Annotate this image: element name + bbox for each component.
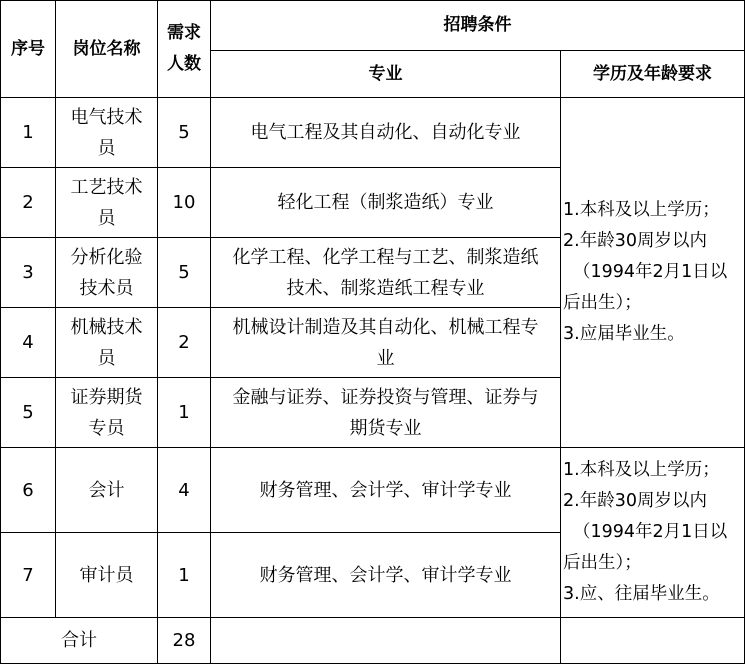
requirement-line: 3.应、往届毕业生。 bbox=[563, 584, 720, 604]
major-line: 技术、制浆造纸工程专业 bbox=[286, 277, 485, 299]
header-position: 岗位名称 bbox=[56, 1, 158, 98]
position-cell bbox=[56, 98, 158, 168]
seq-cell: 1 bbox=[1, 98, 56, 168]
count-cell: 10 bbox=[158, 168, 211, 238]
count-cell: 1 bbox=[158, 378, 211, 448]
position-line: 分析化验 bbox=[70, 246, 143, 268]
header-edu-age: 学历及年龄要求 bbox=[561, 51, 745, 98]
position-line: 会计 bbox=[88, 479, 125, 501]
requirement-line: 后出生）； bbox=[563, 553, 642, 573]
position-cell bbox=[56, 168, 158, 238]
major-cell bbox=[211, 238, 561, 308]
requirements-cell bbox=[561, 98, 745, 448]
major-line: 业 bbox=[376, 347, 395, 369]
major-line: 财务管理、会计学、审计学专业 bbox=[259, 564, 512, 586]
position-line: 审计员 bbox=[79, 564, 134, 586]
major-line: 金融与证券、证券投资与管理、证券与 bbox=[232, 386, 539, 408]
position-line: 员 bbox=[97, 347, 116, 369]
position-line: 工艺技术 bbox=[70, 176, 143, 198]
seq-cell: 5 bbox=[1, 378, 56, 448]
position-line: 员 bbox=[97, 207, 116, 229]
major-line: 化学工程、化学工程与工艺、制浆造纸 bbox=[232, 246, 539, 268]
header-count bbox=[158, 1, 211, 98]
seq-cell: 4 bbox=[1, 308, 56, 378]
table-row bbox=[1, 448, 745, 533]
requirement-line: 后出生）； bbox=[563, 293, 642, 313]
position-cell bbox=[56, 533, 158, 618]
requirement-line: 3.应届毕业生。 bbox=[563, 324, 685, 344]
major-line: 电气工程及其自动化、自动化专业 bbox=[250, 122, 521, 143]
position-line: 电气技术 bbox=[70, 106, 143, 128]
requirement-line: 1.本科及以上学历； bbox=[563, 460, 720, 480]
seq-cell: 2 bbox=[1, 168, 56, 238]
major-cell bbox=[211, 308, 561, 378]
count-cell: 4 bbox=[158, 448, 211, 533]
total-row bbox=[1, 618, 745, 664]
count-cell: 1 bbox=[158, 533, 211, 618]
major-cell bbox=[211, 168, 561, 238]
count-cell: 2 bbox=[158, 308, 211, 378]
requirements-cell bbox=[561, 448, 745, 618]
header-count-line: 人数 bbox=[167, 54, 201, 74]
header-conditions: 招聘条件 bbox=[211, 1, 745, 51]
requirement-line: （1994年2月1日以 bbox=[573, 262, 728, 282]
total-req-empty bbox=[561, 618, 745, 664]
requirement-line: （1994年2月1日以 bbox=[573, 522, 728, 542]
major-line: 财务管理、会计学、审计学专业 bbox=[259, 479, 512, 501]
position-cell bbox=[56, 448, 158, 533]
requirement-line: 1.本科及以上学历； bbox=[563, 200, 720, 220]
header-count-line: 需求 bbox=[167, 23, 201, 43]
position-cell bbox=[56, 378, 158, 448]
position-cell bbox=[56, 238, 158, 308]
requirement-line: 2.年龄30周岁以内 bbox=[563, 231, 707, 251]
major-line: 轻化工程（制浆造纸）专业 bbox=[277, 192, 494, 213]
requirement-line: 2.年龄30周岁以内 bbox=[563, 491, 707, 511]
seq-cell: 3 bbox=[1, 238, 56, 308]
total-major-empty bbox=[211, 618, 561, 664]
major-line: 机械设计制造及其自动化、机械工程专 bbox=[232, 316, 539, 338]
position-line: 技术员 bbox=[79, 277, 134, 299]
position-cell bbox=[56, 308, 158, 378]
count-cell: 5 bbox=[158, 98, 211, 168]
header-major: 专业 bbox=[211, 51, 561, 98]
major-line: 期货专业 bbox=[349, 417, 422, 439]
total-count: 28 bbox=[158, 618, 211, 664]
position-line: 员 bbox=[97, 137, 116, 159]
header-seq: 序号 bbox=[1, 1, 56, 98]
major-cell bbox=[211, 448, 561, 533]
seq-cell: 6 bbox=[1, 448, 56, 533]
table-row bbox=[1, 98, 745, 168]
position-line: 机械技术 bbox=[70, 316, 143, 338]
major-cell bbox=[211, 533, 561, 618]
major-cell bbox=[211, 98, 561, 168]
total-label: 合计 bbox=[1, 618, 158, 664]
major-cell bbox=[211, 378, 561, 448]
position-line: 专员 bbox=[88, 417, 125, 439]
count-cell: 5 bbox=[158, 238, 211, 308]
seq-cell: 7 bbox=[1, 533, 56, 618]
position-line: 证券期货 bbox=[70, 386, 143, 408]
